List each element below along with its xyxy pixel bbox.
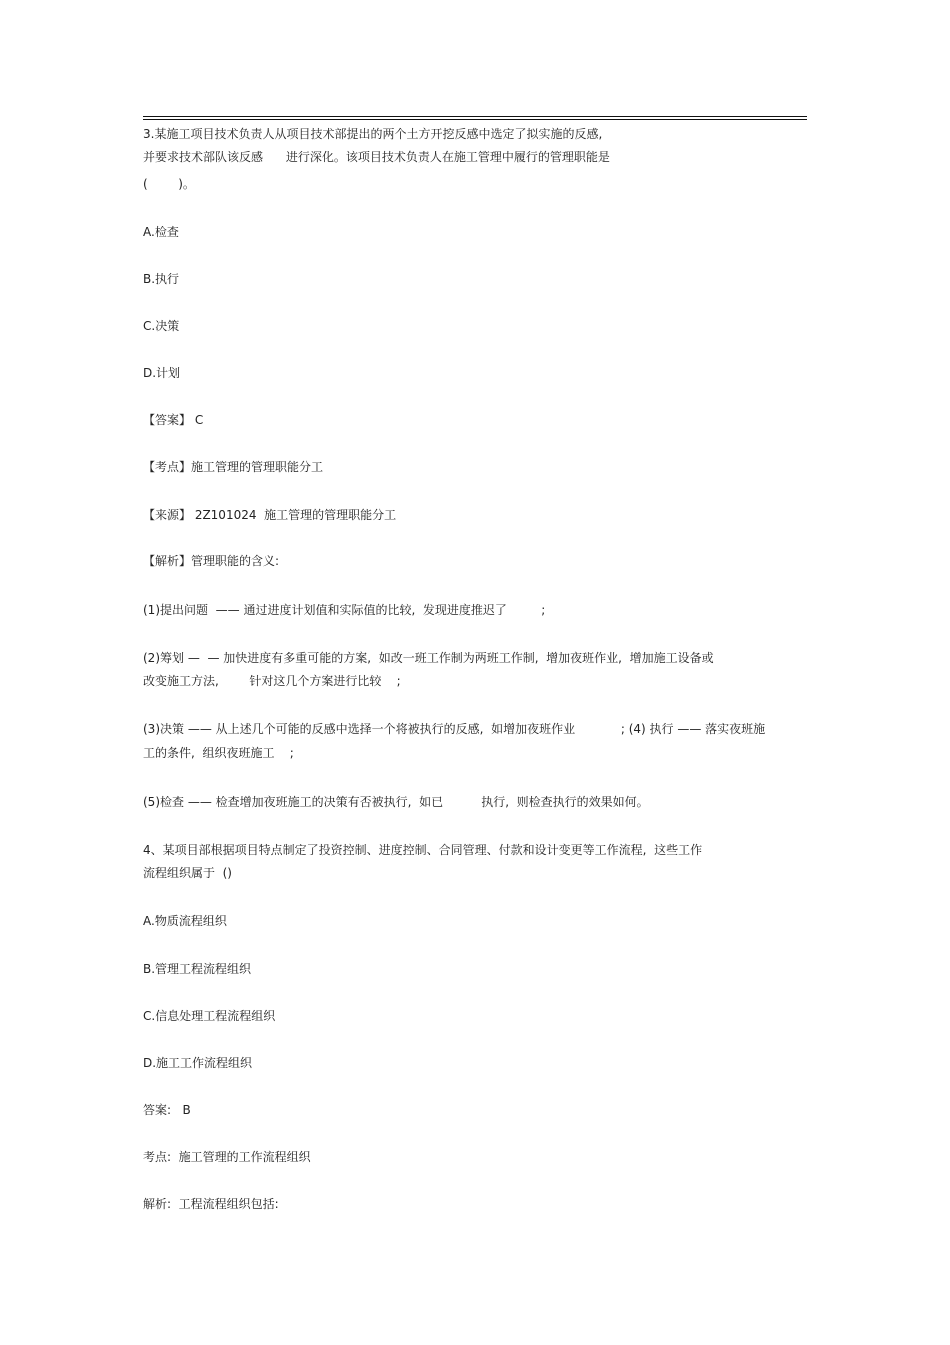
q4-option-a: A.物质流程组织 [143, 914, 227, 928]
top-rule-2 [143, 119, 807, 120]
q4-analysis-title: 解析: 工程流程组织包括: [143, 1197, 279, 1211]
q3-source: 【来源】 2Z101024 施工管理的管理职能分工 [143, 508, 397, 522]
q3-option-c: C.决策 [143, 319, 180, 333]
q3-stem-line-1: 3.某施工项目技术负责人从项目技术部提出的两个土方开挖反感中选定了拟实施的反感, [143, 127, 603, 141]
q4-stem-line-1: 4、某项目部根据项目特点制定了投资控制、进度控制、合同管理、付款和设计变更等工作流程, 这些工作 [143, 843, 703, 857]
q3-analysis-3-line-2: 工的条件, 组织夜班施工 ; [143, 746, 294, 760]
q4-stem-line-2: 流程组织属于 () [143, 866, 232, 880]
q3-analysis-title: 【解析】管理职能的含义: [143, 554, 280, 568]
q4-point: 考点: 施工管理的工作流程组织 [143, 1150, 311, 1164]
q3-option-d: D.计划 [143, 366, 181, 380]
top-rule-1 [143, 116, 807, 117]
q3-answer: 【答案】 C [143, 413, 204, 427]
q3-option-a: A.检查 [143, 225, 179, 239]
q3-stem-line-3: ( )。 [143, 177, 195, 191]
q3-analysis-2-line-2: 改变施工方法, 针对这几个方案进行比较 ; [143, 674, 401, 688]
q4-option-b: B.管理工程流程组织 [143, 962, 252, 976]
q3-stem-line-2: 并要求技术部队该反感 进行深化。该项目技术负责人在施工管理中履行的管理职能是 [143, 150, 610, 164]
q3-analysis-1: (1)提出问题 —— 通过进度计划值和实际值的比较, 发现进度推迟了 ; [143, 603, 546, 617]
q3-analysis-3-line-1: (3)决策 —— 从上述几个可能的反感中选择一个将被执行的反感, 如增加夜班作业 ; (4) 执行 —— 落实夜班施 [143, 722, 766, 736]
q3-analysis-5: (5)检查 —— 检查增加夜班施工的决策有否被执行, 如已 执行, 则检查执行的效果如何。 [143, 795, 649, 809]
q3-point: 【考点】施工管理的管理职能分工 [143, 460, 324, 474]
q3-analysis-2-line-1: (2)筹划 — — 加快进度有多重可能的方案, 如改一班工作制为两班工作制, 增加夜班作业, 增加施工设备或 [143, 651, 714, 665]
q4-option-d: D.施工工作流程组织 [143, 1056, 253, 1070]
q4-option-c: C.信息处理工程流程组织 [143, 1009, 276, 1023]
q3-option-b: B.执行 [143, 272, 180, 286]
q4-answer: 答案: B [143, 1103, 191, 1117]
